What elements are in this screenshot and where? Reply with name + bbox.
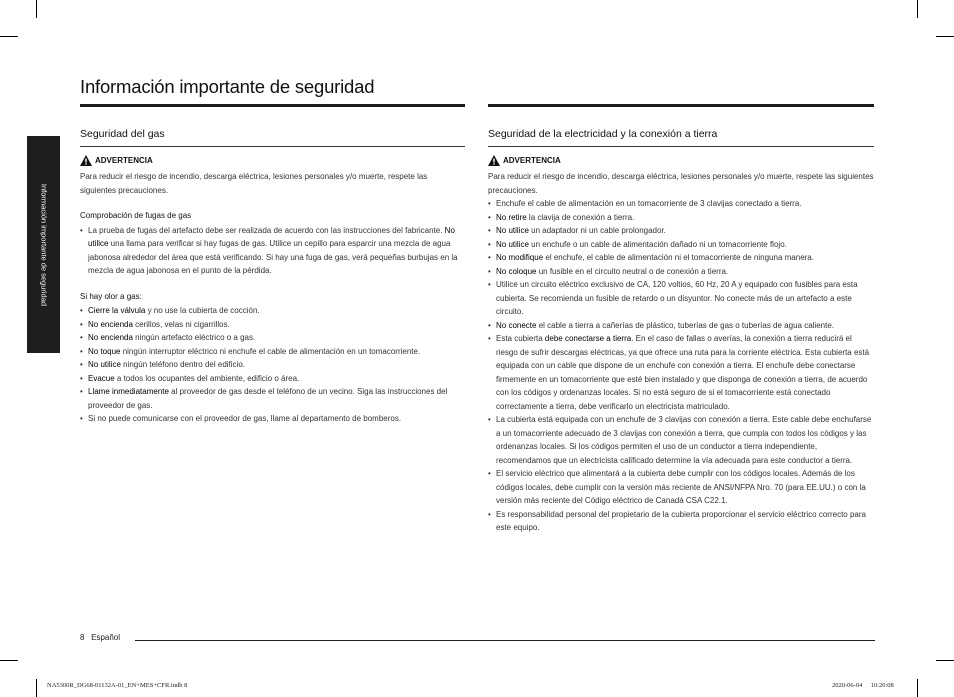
print-slug-left: NA5300R_DG68-01132A-01_EN+MES+CFR.indb 8 bbox=[47, 682, 188, 689]
crop-mark bbox=[0, 660, 18, 661]
list-item: • Enchufe el cable de alimentación en un tomacorriente de 3 clavijas conectado a tierra. bbox=[488, 197, 874, 211]
list-item: • No encienda cerillos, velas ni cigarrillos. bbox=[80, 318, 465, 332]
subheading-leak-check: Comprobación de fugas de gas bbox=[80, 211, 192, 220]
right-title-rule bbox=[488, 104, 874, 107]
list-item: • La prueba de fugas del artefacto debe ser realizada de acuerdo con las instrucciones del fabricante. No utilice una llama para verificar si hay fugas de gas. Utilice un cepillo para esparcir una mezcla de agua jabonosa alrededor del área que está verificando. Si hay una fuga de gas, verá pequeñas burbujas en la mezcla de agua jabonosa en el punto de la pérdida. bbox=[80, 224, 465, 278]
list-item: • No retire la clavija de conexión a tierra. bbox=[488, 211, 874, 225]
list-item: • No utilice ningún teléfono dentro del edificio. bbox=[80, 358, 465, 372]
page-footer bbox=[80, 633, 120, 642]
electrical-list bbox=[488, 197, 874, 535]
list-item: • Evacue a todos los ocupantes del ambiente, edificio o área. bbox=[80, 372, 465, 386]
list-item: • Esta cubierta debe conectarse a tierra. En el caso de fallas o averías, la conexión a tierra reducirá el riesgo de sufrir descargas eléctricas, ya que ofrece una ruta para la corriente eléctrica. Esta cubierta está equipada con un cable que dispone de un enchufe con conexión a tierra. El enchufe debe conectarse firmemente en un tomacorriente que esté bien instalado y que disponga de conexión a tierra, de acuerdo con los códigos y ordenanzas locales. Si no está seguro de si el tomacorriente está conectado correctamente a tierra, debe verificarlo un electricista matriculado. bbox=[488, 332, 874, 413]
warning-label: ADVERTENCIA bbox=[488, 155, 874, 166]
list-item: • No conecte el cable a tierra a cañerías de plástico, tuberías de gas o tuberías de agua caliente. bbox=[488, 319, 874, 333]
crop-mark bbox=[936, 660, 954, 661]
side-tab bbox=[27, 136, 60, 353]
gas-smell-list bbox=[80, 304, 465, 426]
list-item: • Cierre la válvula y no use la cubierta de cocción. bbox=[80, 304, 465, 318]
right-column bbox=[488, 128, 874, 535]
left-column bbox=[80, 128, 465, 426]
page-title: Información importante de seguridad bbox=[80, 76, 375, 97]
warning-intro: Para reducir el riesgo de incendio, descarga eléctrica, lesiones personales y/o muerte, respete las siguientes precauciones. bbox=[488, 172, 874, 195]
heading-rule bbox=[488, 146, 874, 147]
list-item: • Es responsabilidad personal del propietario de la cubierta proporcionar el servicio eléctrico correcto para este equipo. bbox=[488, 508, 874, 535]
warning-intro: Para reducir el riesgo de incendio, descarga eléctrica, lesiones personales y/o muerte, respete las siguientes precauciones. bbox=[80, 172, 428, 195]
warning-icon bbox=[80, 155, 92, 166]
left-title-rule bbox=[80, 104, 465, 107]
crop-mark bbox=[917, 0, 918, 18]
leak-check-list bbox=[80, 224, 465, 278]
warning-label: ADVERTENCIA bbox=[80, 155, 465, 166]
page-number: 8 bbox=[80, 633, 85, 642]
list-item: • No modifique el enchufe, el cable de alimentación ni el tomacorriente de ninguna manera. bbox=[488, 251, 874, 265]
crop-mark bbox=[36, 0, 37, 18]
heading-rule bbox=[80, 146, 465, 147]
side-tab-label: Información importante de seguridad bbox=[39, 183, 48, 306]
footer-language: Español bbox=[91, 633, 121, 642]
print-slug-right: 2020-06-04   10:20:08 bbox=[832, 682, 894, 689]
list-item: • El servicio eléctrico que alimentará a la cubierta debe cumplir con los códigos locales. Además de los códigos locales, debe cumplir con la versión más reciente de ANSI/NFPA Nro. 70 (para EE.UU.) o con la versión más reciente del Código eléctrico de Canadá CSA C22.1. bbox=[488, 467, 874, 508]
list-item: • No toque ningún interruptor eléctrico ni enchufe el cable de alimentación en un tomacorriente. bbox=[80, 345, 465, 359]
list-item: • No coloque un fusible en el circuito neutral o de conexión a tierra. bbox=[488, 265, 874, 279]
list-item: • La cubierta está equipada con un enchufe de 3 clavijas con conexión a tierra. Este cable debe enchufarse a un tomacorriente adecuado de 3 clavijas con conexión a tierra, que cumpla con todos los códigos y las ordenanzas locales. Si los códigos permiten el uso de un conductor a tierra independiente, recomendamos que un electricista calificado determine la vía adecuada para este conductor a tierra. bbox=[488, 413, 874, 467]
crop-mark bbox=[0, 36, 18, 37]
section-heading-gas: Seguridad del gas bbox=[80, 128, 165, 140]
crop-mark bbox=[917, 679, 918, 697]
list-item: • Llame inmediatamente al proveedor de gas desde el teléfono de un vecino. Siga las instrucciones del proveedor de gas. bbox=[80, 385, 465, 412]
crop-mark bbox=[36, 679, 37, 697]
list-item: • No encienda ningún artefacto eléctrico o a gas. bbox=[80, 331, 465, 345]
section-heading-electricity: Seguridad de la electricidad y la conexión a tierra bbox=[488, 128, 718, 140]
list-item: • No utilice un enchufe o un cable de alimentación dañado ni un tomacorriente flojo. bbox=[488, 238, 874, 252]
list-item: • Si no puede comunicarse con el proveedor de gas, llame al departamento de bomberos. bbox=[80, 412, 465, 426]
subheading-gas-smell: Si hay olor a gas: bbox=[80, 291, 142, 301]
list-item: • Utilice un circuito eléctrico exclusivo de CA, 120 voltios, 60 Hz, 20 A y equipado con fusibles para esta cubierta. Se recomienda un fusible de retardo o un disyuntor. No conecte más de un artefacto a este circuito. bbox=[488, 278, 874, 319]
warning-icon bbox=[488, 155, 500, 166]
crop-mark bbox=[936, 36, 954, 37]
list-item: • No utilice un adaptador ni un cable prolongador. bbox=[488, 224, 874, 238]
footer-rule bbox=[135, 640, 875, 641]
